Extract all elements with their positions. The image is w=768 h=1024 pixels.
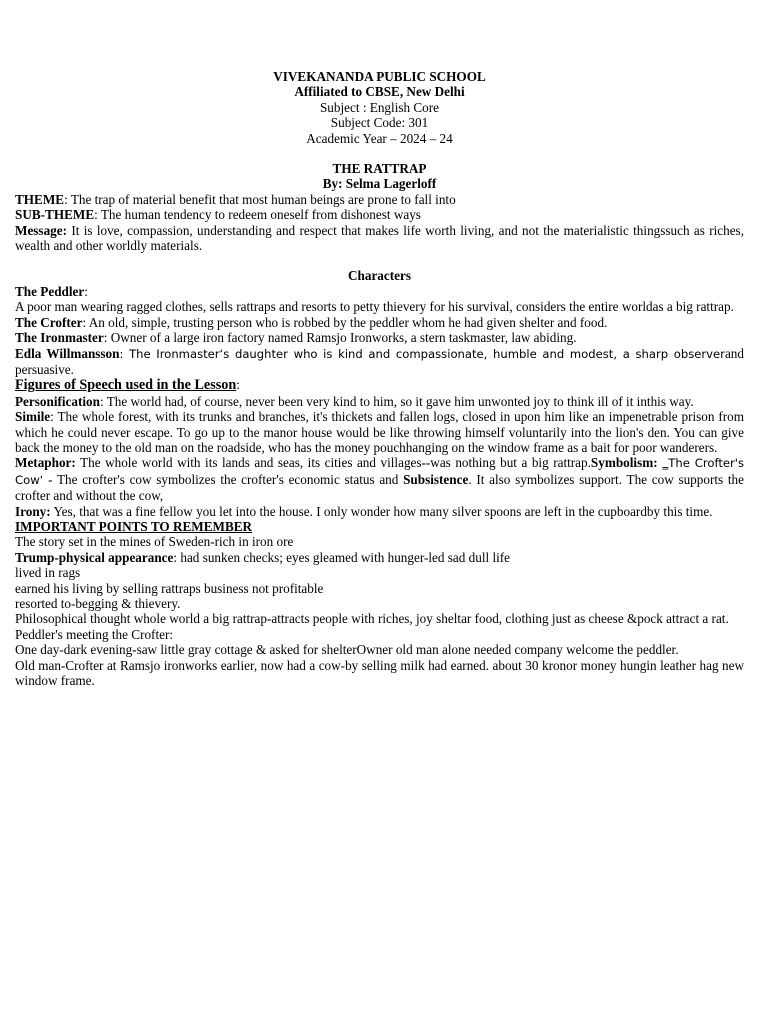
irony-line bbox=[15, 504, 744, 519]
point-philosophy: Philosophical thought whole world a big rattrap-attracts people with riches, joy sheltar food, clothing just as cheese &pock attract a rat. bbox=[15, 611, 729, 627]
peddler-heading bbox=[15, 284, 744, 299]
message-line bbox=[15, 223, 744, 254]
figures-heading-colon: : bbox=[236, 377, 240, 393]
personification-text: : The world had, of course, never been very kind to him, so it gave him unwonted joy to think ill of it inthis way. bbox=[99, 393, 694, 409]
academic-year: Academic Year – 2024 – 24 bbox=[306, 130, 453, 146]
figures-heading-line bbox=[15, 377, 744, 393]
peddler-colon: : bbox=[84, 283, 88, 299]
crofter-text: : An old, simple, trusting person who is robbed by the peddler whom he had given shelter and food. bbox=[82, 314, 608, 330]
theme-line bbox=[15, 192, 744, 207]
point-cottage: One day-dark evening-saw little gray cottage & asked for shelterOwner old man alone needed company welcome the peddler. bbox=[15, 642, 679, 658]
edla-line bbox=[15, 346, 744, 378]
edla-label: Edla Willmansson bbox=[15, 345, 120, 361]
trump-label: Trump-physical appearance bbox=[15, 549, 174, 565]
characters-heading: Characters bbox=[348, 268, 411, 284]
subsistence-label: Subsistence bbox=[403, 471, 469, 487]
points-heading-line bbox=[15, 519, 744, 534]
metaphor-text: The whole world with its lands and seas, its cities and villages--was nothing but a big rattrap. bbox=[75, 455, 591, 471]
irony-text: Yes, that was a fine fellow you let into the house. I only wonder how many silver spoons are left in the cupboardby this time. bbox=[50, 503, 713, 519]
subject: Subject : English Core bbox=[319, 99, 440, 115]
theme-text: : The trap of material benefit that most human beings are prone to fall into bbox=[64, 191, 456, 207]
point-begging: resorted to-begging & thievery. bbox=[15, 596, 181, 611]
subtheme-label: SUB-THEME bbox=[15, 207, 95, 223]
message-text: It is love, compassion, understanding and respect that makes life worth living, and not the materialistic thingssuch as riches, wealth and other worldly materials. bbox=[15, 222, 744, 254]
point-rags: lived in rags bbox=[15, 565, 81, 581]
chapter-title-block bbox=[15, 161, 744, 192]
simile-text: : The whole forest, with its trunks and branches, it's thickets and fallen logs, closed in upon him like an impenetrable prison from which he could never escape. To go up to the manor house would be like throwing himself voluntarily into the lion's den. You can give back the money to the old man on the roadside, who has the money pouchhanging on the window frame as a bait for poor wanderers. bbox=[15, 409, 744, 455]
subtheme-text: : The human tendency to redeem oneself from dishonest ways bbox=[94, 207, 421, 223]
personification-label: Personification bbox=[15, 393, 100, 409]
chapter-author: By: Selma Lagerloff bbox=[322, 176, 437, 192]
theme-label: THEME bbox=[15, 191, 65, 207]
point-trump bbox=[15, 550, 744, 565]
irony-label: Irony: bbox=[15, 503, 51, 519]
ironmaster-line bbox=[15, 330, 744, 345]
point-crofter: Old man-Crofter at Ramsjo ironworks earlier, now had a cow-by selling milk had earned. about 30 kronor money hungin leather hag new window frame. bbox=[15, 657, 744, 689]
subject-code: Subject Code: 301 bbox=[330, 115, 429, 131]
symbolism-text: - The crofter's cow symbolizes the crofter's economic status and bbox=[43, 471, 404, 487]
crofter-line bbox=[15, 315, 744, 330]
symbolism-text-end: . It also symbolizes support. The cow supports the crofter and without the cow, bbox=[15, 471, 744, 504]
figures-heading: Figures of Speech used in the Lesson bbox=[15, 377, 237, 394]
school-header bbox=[15, 69, 744, 146]
trump-text: : had sunken checks; eyes gleamed with hunger-led sad dull life bbox=[173, 549, 511, 565]
point-living: earned his living by selling rattraps business not profitable bbox=[15, 580, 324, 596]
edla-text: : The Ironmaster‘s daughter who is kind and compassionate, humble and modest, a sharp observer bbox=[119, 346, 725, 361]
school-name: VIVEKANANDA PUBLIC SCHOOL bbox=[273, 69, 486, 84]
simile-label: Simile bbox=[15, 409, 51, 425]
metaphor-line bbox=[15, 455, 744, 503]
message-label: Message: bbox=[15, 222, 67, 238]
crofter-label: The Crofter bbox=[15, 314, 83, 330]
peddler-label: The Peddler bbox=[15, 283, 85, 299]
point-meeting: Peddler's meeting the Crofter: bbox=[15, 626, 174, 642]
subtheme-line bbox=[15, 207, 744, 222]
edla-text-end: and persuasive. bbox=[15, 345, 744, 377]
affiliation: Affiliated to CBSE, New Delhi bbox=[294, 84, 465, 100]
personification-line bbox=[15, 394, 744, 409]
metaphor-label: Metaphor: bbox=[15, 455, 76, 471]
symbolism-quote: ‗The Crofter's Cow‘ bbox=[15, 456, 744, 487]
point-setting: The story set in the mines of Sweden-rich in iron ore bbox=[15, 534, 294, 550]
points-heading: IMPORTANT POINTS TO REMEMBER bbox=[15, 518, 253, 534]
peddler-description: A poor man wearing ragged clothes, sells rattraps and resorts to petty thievery for his survival, considers the entire worldas a big rattrap. bbox=[15, 299, 734, 315]
chapter-title: THE RATTRAP bbox=[332, 161, 427, 177]
simile-line bbox=[15, 409, 744, 455]
ironmaster-label: The Ironmaster bbox=[15, 330, 104, 346]
symbolism-label: Symbolism: bbox=[590, 455, 658, 471]
ironmaster-text: : Owner of a large iron factory named Ramsjo Ironworks, a stern taskmaster, law abiding. bbox=[103, 330, 577, 346]
